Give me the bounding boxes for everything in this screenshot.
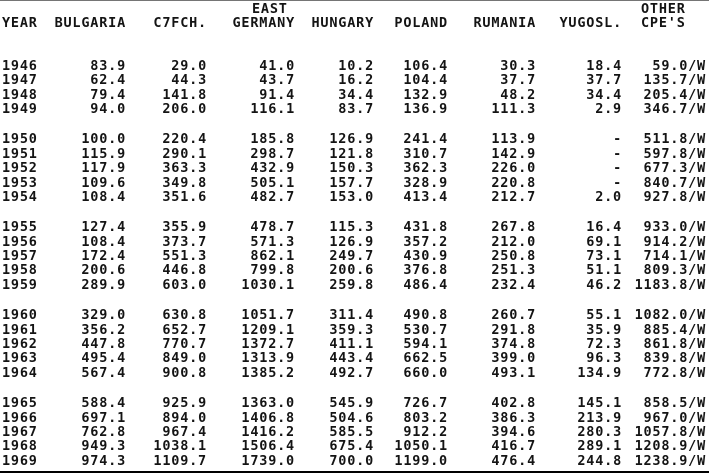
cell-czech: 349.8 (162, 174, 207, 191)
cell-east-germany: 1406.8 (241, 409, 295, 426)
cell-rumania: 30.3 (500, 57, 536, 74)
cell-poland: 490.8 (403, 307, 448, 324)
cell-east-germany: 482.7 (250, 188, 295, 205)
cell-poland: 1050.1 (394, 438, 448, 455)
cell-bulgaria: 79.4 (90, 86, 126, 103)
cell-poland: 241.4 (403, 131, 448, 148)
cell-czech: 900.8 (162, 364, 207, 381)
cell-east-germany: 478.7 (250, 219, 295, 236)
cell-yugosl: 35.9 (586, 321, 622, 338)
cell-hungary: 126.9 (329, 131, 374, 148)
cell-hungary: 359.3 (329, 321, 374, 338)
table-row (2, 235, 708, 249)
cell-other-cpes: 927.8/W (643, 188, 706, 205)
table-row (2, 351, 708, 365)
cell-year: 1951 (2, 145, 38, 162)
table-row-group (2, 132, 708, 204)
column-header-poland: POLAND (394, 15, 448, 32)
cell-rumania: 226.0 (491, 160, 536, 177)
table-row (2, 132, 708, 146)
table-row (2, 102, 708, 116)
cell-year: 1946 (2, 57, 38, 74)
cell-hungary: 153.0 (329, 188, 374, 205)
cell-yugosl: 34.4 (586, 86, 622, 103)
cell-other-cpes: 840.7/W (643, 174, 706, 191)
table-row (2, 411, 708, 425)
cell-east-germany: 91.4 (259, 86, 295, 103)
cell-hungary: 504.6 (329, 409, 374, 426)
cell-rumania: 260.7 (491, 307, 536, 324)
cell-rumania: 394.6 (491, 423, 536, 440)
cell-bulgaria: 108.4 (81, 233, 126, 250)
cell-east-germany: 432.9 (250, 160, 295, 177)
cell-hungary: 121.8 (329, 145, 374, 162)
cell-other-cpes: 205.4/W (643, 86, 706, 103)
cell-hungary: 700.0 (329, 452, 374, 469)
cell-czech: 652.7 (162, 321, 207, 338)
cell-bulgaria: 588.4 (81, 395, 126, 412)
cell-east-germany: 1739.0 (241, 452, 295, 469)
cell-poland: 136.9 (403, 100, 448, 117)
cell-yugosl: 134.9 (577, 364, 622, 381)
cell-east-germany: 799.8 (250, 262, 295, 279)
cell-bulgaria: 100.0 (81, 131, 126, 148)
cell-poland: 106.4 (403, 57, 448, 74)
cell-bulgaria: 83.9 (90, 57, 126, 74)
cell-rumania: 212.7 (491, 188, 536, 205)
cell-east-germany: 1030.1 (241, 276, 295, 293)
cell-hungary: 492.7 (329, 364, 374, 381)
column-header-czech: C7FCH. (153, 15, 207, 32)
cell-yugosl: 37.7 (586, 72, 622, 89)
cell-year: 1954 (2, 188, 38, 205)
cell-czech: 894.0 (162, 409, 207, 426)
cell-year: 1957 (2, 248, 38, 265)
cell-yugosl: 213.9 (577, 409, 622, 426)
cell-hungary: 259.8 (329, 276, 374, 293)
cell-yugosl: 2.9 (595, 100, 622, 117)
cell-hungary: 249.7 (329, 248, 374, 265)
cell-bulgaria: 94.0 (90, 100, 126, 117)
cell-rumania: 142.9 (491, 145, 536, 162)
cell-yugosl: - (613, 145, 622, 162)
cell-rumania: 493.1 (491, 364, 536, 381)
cell-year: 1952 (2, 160, 38, 177)
cell-bulgaria: 567.4 (81, 364, 126, 381)
table-row (2, 337, 708, 351)
cell-yugosl: - (613, 174, 622, 191)
cell-hungary: 115.3 (329, 219, 374, 236)
cell-east-germany: 185.8 (250, 131, 295, 148)
cell-poland: 662.5 (403, 350, 448, 367)
cell-year: 1948 (2, 86, 38, 103)
cell-other-cpes: 1082.0/W (634, 307, 706, 324)
cell-czech: 141.8 (162, 86, 207, 103)
cell-poland: 594.1 (403, 336, 448, 353)
cell-czech: 551.3 (162, 248, 207, 265)
cell-other-cpes: 597.8/W (643, 145, 706, 162)
table-row (2, 308, 708, 322)
cell-year: 1955 (2, 219, 38, 236)
cell-year: 1959 (2, 276, 38, 293)
column-header-east: EAST (252, 1, 288, 17)
cell-year: 1950 (2, 131, 38, 148)
column-header-hungary: HUNGARY (311, 15, 374, 32)
cell-other-cpes: 772.8/W (643, 364, 706, 381)
cell-year: 1967 (2, 423, 38, 440)
column-header-bulgaria: BULGARIA (54, 15, 126, 32)
cell-other-cpes: 1057.8/W (634, 423, 706, 440)
cell-hungary: 200.6 (329, 262, 374, 279)
cell-east-germany: 1506.4 (241, 438, 295, 455)
cell-poland: 912.2 (403, 423, 448, 440)
table-row (2, 263, 708, 277)
cell-yugosl: - (613, 160, 622, 177)
cell-year: 1958 (2, 262, 38, 279)
cell-other-cpes: 914.2/W (643, 233, 706, 250)
cell-hungary: 585.5 (329, 423, 374, 440)
cell-other-cpes: 346.7/W (643, 100, 706, 117)
cell-rumania: 111.3 (491, 100, 536, 117)
cell-other-cpes: 1183.8/W (634, 276, 706, 293)
cell-poland: 310.7 (403, 145, 448, 162)
cell-other-cpes: 677.3/W (643, 160, 706, 177)
cell-year: 1965 (2, 395, 38, 412)
cell-east-germany: 43.7 (259, 72, 295, 89)
table-row (2, 249, 708, 263)
cell-east-germany: 1363.0 (241, 395, 295, 412)
cell-hungary: 34.4 (338, 86, 374, 103)
column-header-rumania: RUMANIA (473, 15, 536, 32)
cell-czech: 925.9 (162, 395, 207, 412)
cell-hungary: 16.2 (338, 72, 374, 89)
cell-bulgaria: 127.4 (81, 219, 126, 236)
cell-east-germany: 1385.2 (241, 364, 295, 381)
cell-east-germany: 862.1 (250, 248, 295, 265)
cell-rumania: 37.7 (500, 72, 536, 89)
table-row (2, 220, 708, 234)
cell-czech: 44.3 (171, 72, 207, 89)
cell-rumania: 232.4 (491, 276, 536, 293)
cell-bulgaria: 62.4 (90, 72, 126, 89)
table-row (2, 454, 708, 468)
cell-bulgaria: 356.2 (81, 321, 126, 338)
cell-yugosl: 96.3 (586, 350, 622, 367)
cell-poland: 376.8 (403, 262, 448, 279)
cell-yugosl: - (613, 131, 622, 148)
cell-rumania: 416.7 (491, 438, 536, 455)
cell-rumania: 250.8 (491, 248, 536, 265)
table-row (2, 88, 708, 102)
cell-czech: 220.4 (162, 131, 207, 148)
column-header-yugosl: YUGOSL. (559, 15, 622, 32)
cell-rumania: 399.0 (491, 350, 536, 367)
cell-other-cpes: 839.8/W (643, 350, 706, 367)
table-header-row-2 (2, 16, 708, 30)
cell-hungary: 443.4 (329, 350, 374, 367)
cell-yugosl: 145.1 (577, 395, 622, 412)
cell-czech: 630.8 (162, 307, 207, 324)
cell-year: 1956 (2, 233, 38, 250)
table-row (2, 161, 708, 175)
cell-yugosl: 2.0 (595, 188, 622, 205)
cell-rumania: 267.8 (491, 219, 536, 236)
table-body (2, 59, 708, 468)
cell-czech: 355.9 (162, 219, 207, 236)
cell-other-cpes: 59.0/W (652, 57, 706, 74)
table-row-group (2, 220, 708, 292)
cell-poland: 328.9 (403, 174, 448, 191)
cell-poland: 530.7 (403, 321, 448, 338)
cell-other-cpes: 511.8/W (643, 131, 706, 148)
cell-year: 1962 (2, 336, 38, 353)
cell-poland: 431.8 (403, 219, 448, 236)
cell-rumania: 476.4 (491, 452, 536, 469)
cell-yugosl: 18.4 (586, 57, 622, 74)
table-row (2, 73, 708, 87)
cell-year: 1969 (2, 452, 38, 469)
cell-east-germany: 1209.1 (241, 321, 295, 338)
cell-bulgaria: 108.4 (81, 188, 126, 205)
cell-year: 1947 (2, 72, 38, 89)
cell-czech: 603.0 (162, 276, 207, 293)
cell-rumania: 386.3 (491, 409, 536, 426)
cell-poland: 362.3 (403, 160, 448, 177)
cell-poland: 104.4 (403, 72, 448, 89)
cell-hungary: 83.7 (338, 100, 374, 117)
cell-bulgaria: 974.3 (81, 452, 126, 469)
table-row (2, 278, 708, 292)
cell-czech: 1109.7 (153, 452, 207, 469)
cell-other-cpes: 809.3/W (643, 262, 706, 279)
table-row (2, 439, 708, 453)
cell-poland: 726.7 (403, 395, 448, 412)
cell-rumania: 212.0 (491, 233, 536, 250)
cell-hungary: 311.4 (329, 307, 374, 324)
cell-east-germany: 116.1 (250, 100, 295, 117)
cell-czech: 29.0 (171, 57, 207, 74)
scan-artifact-top-line (0, 0, 709, 1)
cell-year: 1949 (2, 100, 38, 117)
cell-poland: 357.2 (403, 233, 448, 250)
cell-hungary: 675.4 (329, 438, 374, 455)
column-header-year: YEAR (2, 15, 38, 32)
table-row (2, 323, 708, 337)
cell-czech: 351.6 (162, 188, 207, 205)
cell-year: 1953 (2, 174, 38, 191)
cell-czech: 967.4 (162, 423, 207, 440)
cell-hungary: 10.2 (338, 57, 374, 74)
cell-rumania: 291.8 (491, 321, 536, 338)
cell-other-cpes: 885.4/W (643, 321, 706, 338)
cell-yugosl: 51.1 (586, 262, 622, 279)
cell-east-germany: 1416.2 (241, 423, 295, 440)
cell-bulgaria: 117.9 (81, 160, 126, 177)
cell-poland: 486.4 (403, 276, 448, 293)
table-row (2, 147, 708, 161)
cell-other-cpes: 861.8/W (643, 336, 706, 353)
table-header-row-1 (2, 2, 708, 16)
cell-year: 1960 (2, 307, 38, 324)
cell-hungary: 411.1 (329, 336, 374, 353)
cell-other-cpes: 714.1/W (643, 248, 706, 265)
cell-east-germany: 1372.7 (241, 336, 295, 353)
cell-rumania: 48.2 (500, 86, 536, 103)
cell-czech: 770.7 (162, 336, 207, 353)
cell-year: 1966 (2, 409, 38, 426)
cell-yugosl: 72.3 (586, 336, 622, 353)
cell-czech: 446.8 (162, 262, 207, 279)
cell-czech: 206.0 (162, 100, 207, 117)
cell-bulgaria: 109.6 (81, 174, 126, 191)
cell-other-cpes: 967.0/W (643, 409, 706, 426)
cell-bulgaria: 172.4 (81, 248, 126, 265)
cell-east-germany: 1313.9 (241, 350, 295, 367)
cell-yugosl: 46.2 (586, 276, 622, 293)
cell-czech: 849.0 (162, 350, 207, 367)
cell-yugosl: 55.1 (586, 307, 622, 324)
cell-bulgaria: 762.8 (81, 423, 126, 440)
cell-yugosl: 289.1 (577, 438, 622, 455)
table (2, 2, 708, 468)
cell-other-cpes: 858.5/W (643, 395, 706, 412)
cell-bulgaria: 200.6 (81, 262, 126, 279)
cell-hungary: 150.3 (329, 160, 374, 177)
cell-east-germany: 41.0 (259, 57, 295, 74)
cell-bulgaria: 329.0 (81, 307, 126, 324)
table-row-group (2, 396, 708, 468)
cell-bulgaria: 495.4 (81, 350, 126, 367)
cell-bulgaria: 697.1 (81, 409, 126, 426)
cell-hungary: 126.9 (329, 233, 374, 250)
cell-czech: 373.7 (162, 233, 207, 250)
cell-year: 1964 (2, 364, 38, 381)
cell-other-cpes: 1238.9/W (634, 452, 706, 469)
table-row (2, 59, 708, 73)
cell-rumania: 251.3 (491, 262, 536, 279)
scan-artifact-bottom-line (0, 471, 709, 473)
cell-czech: 363.3 (162, 160, 207, 177)
table-row (2, 176, 708, 190)
cell-year: 1968 (2, 438, 38, 455)
cell-poland: 430.9 (403, 248, 448, 265)
cell-yugosl: 16.4 (586, 219, 622, 236)
cell-year: 1963 (2, 350, 38, 367)
table-row (2, 425, 708, 439)
cell-yugosl: 73.1 (586, 248, 622, 265)
cell-bulgaria: 115.9 (81, 145, 126, 162)
cell-bulgaria: 949.3 (81, 438, 126, 455)
table-row (2, 396, 708, 410)
cell-czech: 1038.1 (153, 438, 207, 455)
cell-bulgaria: 289.9 (81, 276, 126, 293)
cell-rumania: 220.8 (491, 174, 536, 191)
cell-yugosl: 244.8 (577, 452, 622, 469)
table-row (2, 366, 708, 380)
cell-rumania: 402.8 (491, 395, 536, 412)
cell-czech: 290.1 (162, 145, 207, 162)
cell-east-germany: 571.3 (250, 233, 295, 250)
cell-east-germany: 1051.7 (241, 307, 295, 324)
table-row (2, 190, 708, 204)
cell-bulgaria: 447.8 (81, 336, 126, 353)
cell-other-cpes: 1208.9/W (634, 438, 706, 455)
cell-rumania: 113.9 (491, 131, 536, 148)
cell-poland: 413.4 (403, 188, 448, 205)
cell-east-germany: 298.7 (250, 145, 295, 162)
cell-yugosl: 280.3 (577, 423, 622, 440)
cell-year: 1961 (2, 321, 38, 338)
cell-poland: 132.9 (403, 86, 448, 103)
cell-east-germany: 505.1 (250, 174, 295, 191)
cell-poland: 1199.0 (394, 452, 448, 469)
cell-rumania: 374.8 (491, 336, 536, 353)
column-header-cpes: CPE'S (641, 15, 686, 32)
cell-yugosl: 69.1 (586, 233, 622, 250)
cell-poland: 660.0 (403, 364, 448, 381)
cell-other-cpes: 135.7/W (643, 72, 706, 89)
cell-poland: 803.2 (403, 409, 448, 426)
table-row-group (2, 59, 708, 117)
table-row-group (2, 308, 708, 380)
cell-other-cpes: 933.0/W (643, 219, 706, 236)
column-header-other: OTHER (641, 1, 686, 17)
cell-hungary: 157.7 (329, 174, 374, 191)
column-header-germany: GERMANY (232, 15, 295, 32)
cell-hungary: 545.9 (329, 395, 374, 412)
